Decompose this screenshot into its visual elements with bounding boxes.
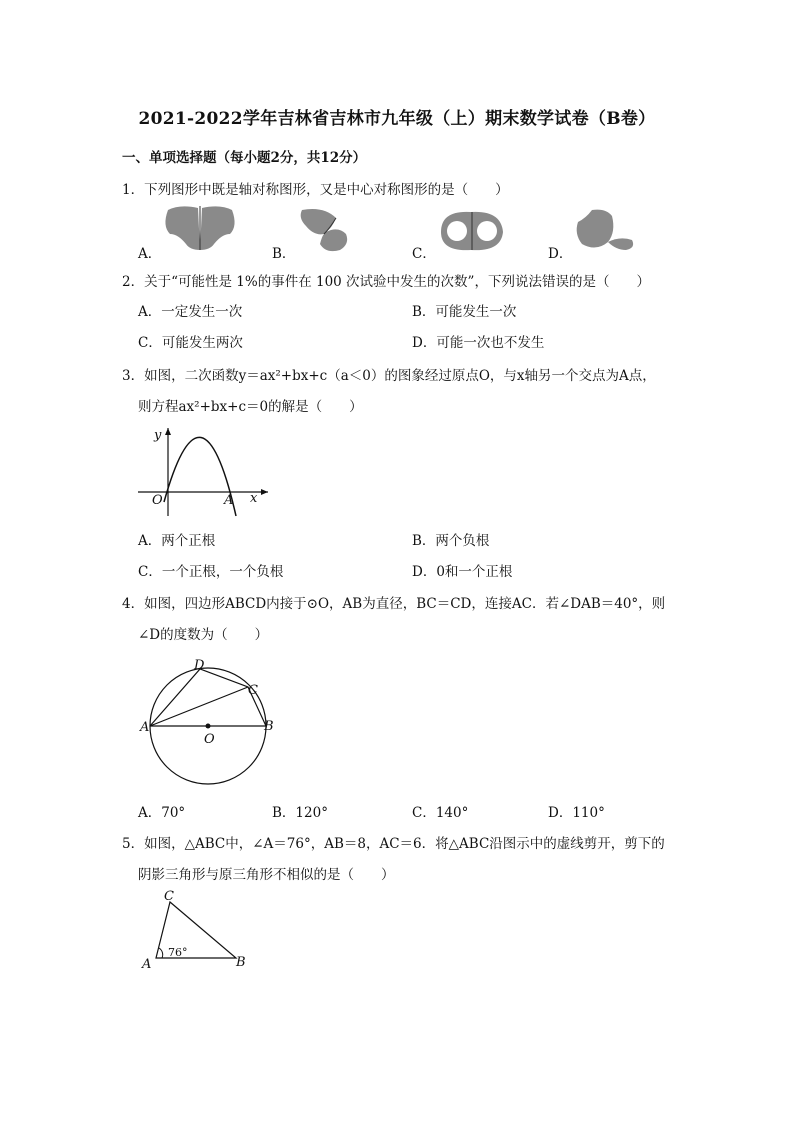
q1-option-b[interactable]: B． bbox=[272, 246, 296, 262]
q1-figure-d bbox=[572, 206, 642, 254]
q3-label-x: x bbox=[250, 491, 258, 506]
q4-label-a: A bbox=[140, 720, 150, 735]
q1-figure-b bbox=[296, 206, 356, 254]
q1-figure-c bbox=[437, 210, 507, 254]
q5-label-c: C bbox=[164, 889, 174, 904]
question-3-line2: 则方程ax²+bx+c＝0的解是（ ） bbox=[138, 399, 363, 415]
q3-option-b[interactable]: B．两个负根 bbox=[412, 533, 490, 549]
q5-triangle-figure bbox=[140, 888, 260, 972]
q2-option-a[interactable]: A．一定发生一次 bbox=[138, 304, 243, 320]
q4-circle-figure bbox=[138, 654, 278, 788]
q3-label-o: O bbox=[152, 493, 163, 508]
q4-label-c: C bbox=[248, 683, 258, 698]
q3-option-c[interactable]: C．一个正根，一个负根 bbox=[138, 564, 284, 580]
q2-option-c[interactable]: C．可能发生两次 bbox=[138, 335, 243, 351]
q3-option-d[interactable]: D．0和一个正根 bbox=[412, 564, 513, 580]
q1-figure-a bbox=[160, 204, 240, 254]
section-heading: 一、单项选择题（每小题2分，共12分） bbox=[122, 150, 367, 166]
question-5-line1: 5．如图，△ABC中，∠A＝76°，AB＝8，AC＝6．将△ABC沿图示中的虚线剪开，剪下的 bbox=[122, 836, 665, 852]
q4-label-o: O bbox=[204, 732, 215, 747]
question-3-line1: 3．如图，二次函数y＝ax²+bx+c（a＜0）的图象经过原点O，与x轴另一个交点为A点， bbox=[122, 368, 656, 384]
q1-option-a[interactable]: A． bbox=[138, 246, 162, 262]
q5-label-a: A bbox=[142, 957, 152, 972]
question-4-line1: 4．如图，四边形ABCD内接于⊙O，AB为直径，BC＝CD，连接AC．若∠DAB＝40°，则 bbox=[122, 596, 666, 612]
q1-option-c[interactable]: C． bbox=[412, 246, 436, 262]
q4-option-c[interactable]: C．140° bbox=[412, 805, 469, 821]
q4-option-a[interactable]: A．70° bbox=[138, 805, 186, 821]
page-title: 2021-2022学年吉林省吉林市九年级（上）期末数学试卷（B卷） bbox=[138, 109, 656, 129]
q3-option-a[interactable]: A．两个正根 bbox=[138, 533, 216, 549]
q5-label-b: B bbox=[236, 955, 246, 970]
q3-label-y: y bbox=[154, 428, 162, 443]
q2-option-b[interactable]: B．可能发生一次 bbox=[412, 304, 517, 320]
q4-label-b: B bbox=[264, 719, 274, 734]
q1-option-d[interactable]: D． bbox=[548, 246, 573, 262]
q4-option-d[interactable]: D．110° bbox=[548, 805, 605, 821]
q5-angle-label: 76° bbox=[168, 946, 188, 959]
q2-option-d[interactable]: D．可能一次也不发生 bbox=[412, 335, 545, 351]
question-4-line2: ∠D的度数为（ ） bbox=[138, 627, 269, 643]
q4-option-b[interactable]: B．120° bbox=[272, 805, 328, 821]
question-1-text: 1．下列图形中既是轴对称图形，又是中心对称图形的是（ ） bbox=[122, 182, 509, 198]
q4-label-d: D bbox=[194, 658, 205, 673]
question-2-text: 2．关于“可能性是 1%的事件在 100 次试验中发生的次数”，下列说法错误的是（ ） bbox=[122, 274, 650, 290]
q3-label-a: A bbox=[224, 493, 234, 508]
question-5-line2: 阴影三角形与原三角形不相似的是（ ） bbox=[138, 867, 395, 883]
q3-parabola-figure bbox=[134, 424, 274, 520]
